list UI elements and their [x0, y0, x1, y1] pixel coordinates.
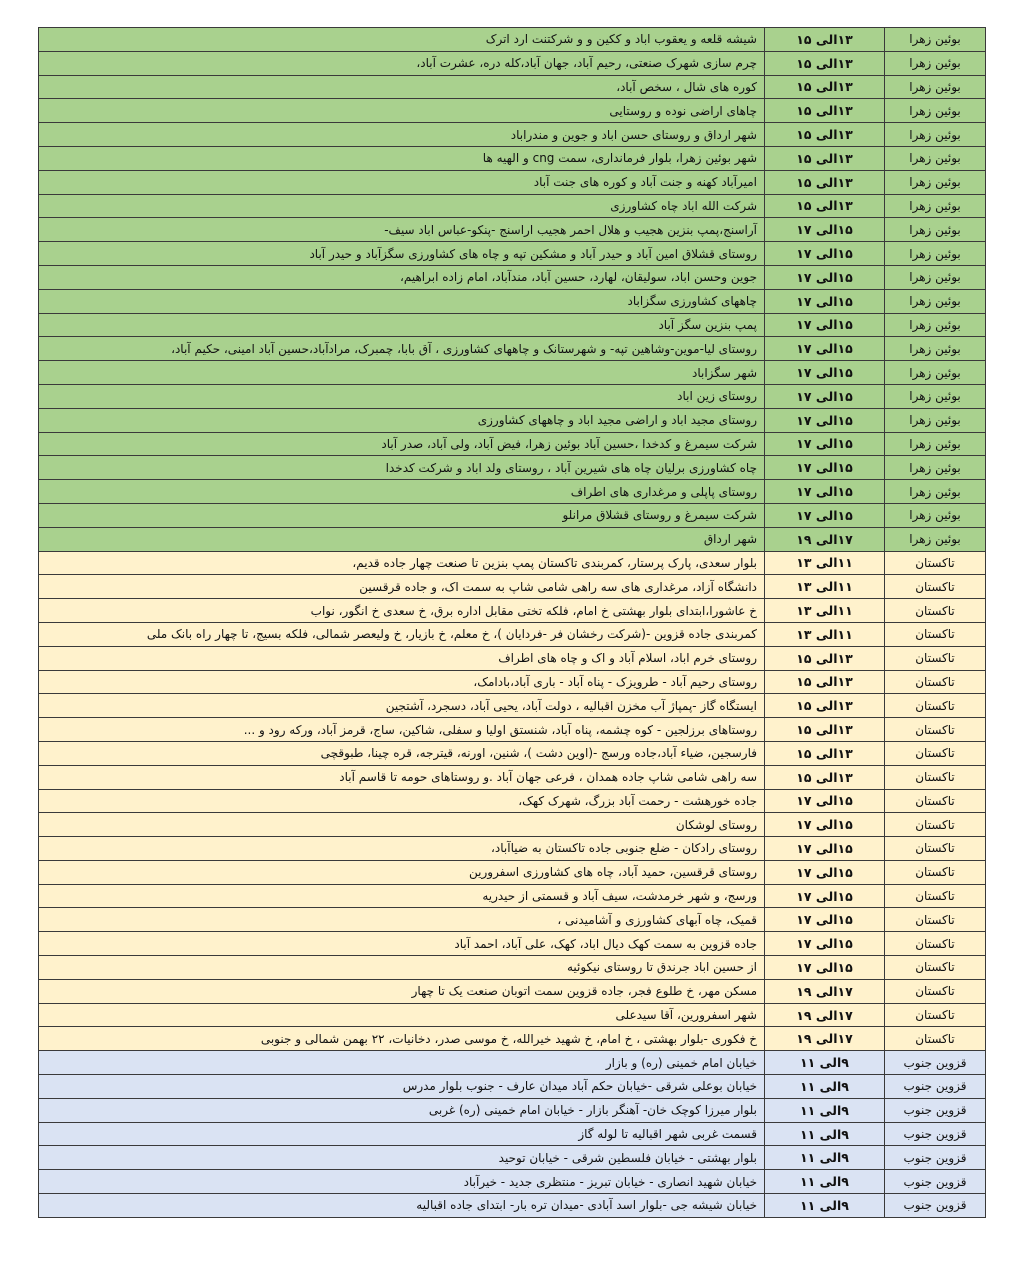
table-row — [39, 170, 986, 194]
table-row — [39, 813, 986, 837]
table-row — [39, 979, 986, 1003]
table-row — [39, 337, 986, 361]
city-cell: بوئین زهرا — [885, 337, 986, 361]
area-cell: دانشگاه آزاد، مرغداری های سه راهی شامی شاپ به سمت اک، و جاده قرقسین — [39, 575, 765, 599]
area-cell: خیابان امام خمینی (ره) و بازار — [39, 1051, 765, 1075]
area-cell: فارسجین، ضیاء آباد،جاده ورسج -(اوین دشت )، شنین، اورنه، قیترجه، قره چینا، طبوقچی — [39, 741, 765, 765]
city-cell: تاکستان — [885, 1003, 986, 1027]
table-row — [39, 1098, 986, 1122]
table-row — [39, 1122, 986, 1146]
area-cell: شهر ارداق و روستای حسن اباد و جوین و مندراباد — [39, 123, 765, 147]
city-cell: بوئین زهرا — [885, 146, 986, 170]
city-cell: قزوین جنوب — [885, 1194, 986, 1218]
time-cell: ۱۳الی ۱۵ — [765, 765, 885, 789]
table-row — [39, 1003, 986, 1027]
table-row — [39, 527, 986, 551]
time-cell: ۱۵الی ۱۷ — [765, 503, 885, 527]
table-row — [39, 884, 986, 908]
city-cell: تاکستان — [885, 599, 986, 623]
time-cell: ۱۳الی ۱۵ — [765, 646, 885, 670]
city-cell: تاکستان — [885, 551, 986, 575]
time-cell: ۱۳الی ۱۵ — [765, 51, 885, 75]
table-row — [39, 456, 986, 480]
outage-schedule-table — [38, 27, 986, 1218]
table-row — [39, 1194, 986, 1218]
table-row — [39, 408, 986, 432]
city-cell: بوئین زهرا — [885, 99, 986, 123]
area-cell: چاههای کشاورزی سگزاباد — [39, 289, 765, 313]
time-cell: ۱۷الی ۱۹ — [765, 527, 885, 551]
time-cell: ۱۵الی ۱۷ — [765, 313, 885, 337]
time-cell: ۱۵الی ۱۷ — [765, 408, 885, 432]
table-row — [39, 646, 986, 670]
area-cell: جاده خورهشت - رحمت آباد بزرگ، شهرک کهک، — [39, 789, 765, 813]
table-row — [39, 146, 986, 170]
area-cell: آراسنج،پمپ بنزین هجیب و هلال احمر هجیب اراسنج -پنکو-عباس اباد سیف- — [39, 218, 765, 242]
city-cell: بوئین زهرا — [885, 384, 986, 408]
table-row — [39, 908, 986, 932]
time-cell: ۱۳الی ۱۵ — [765, 718, 885, 742]
table-row — [39, 622, 986, 646]
time-cell: ۱۵الی ۱۷ — [765, 884, 885, 908]
area-cell: ایستگاه گاز -پمپاژ آب مخزن اقبالیه ، دولت آباد، یحیی آباد، دسجرد، آشتجین — [39, 694, 765, 718]
city-cell: تاکستان — [885, 622, 986, 646]
table-row — [39, 1075, 986, 1099]
city-cell: تاکستان — [885, 765, 986, 789]
area-cell: خیابان شیشه جی -بلوار اسد آبادی -میدان تره بار- ابتدای جاده اقبالیه — [39, 1194, 765, 1218]
time-cell: ۱۱الی ۱۳ — [765, 575, 885, 599]
area-cell: خ فکوری -بلوار بهشتی ، خ امام، خ شهید خیرالله، خ موسی صدر، دخانیات، ۲۲ بهمن شمالی و جنوبی — [39, 1027, 765, 1051]
table-row — [39, 265, 986, 289]
table-row — [39, 765, 986, 789]
area-cell: روستای قشلاق امین آباد و حیدر آباد و مشکین تپه و چاه های کشاورزی سگزآباد و حیدر آباد — [39, 242, 765, 266]
city-cell: بوئین زهرا — [885, 265, 986, 289]
time-cell: ۱۳الی ۱۵ — [765, 99, 885, 123]
area-cell: امیرآباد کهنه و جنت آباد و کوره های جنت آباد — [39, 170, 765, 194]
area-cell: روستای زین اباد — [39, 384, 765, 408]
area-cell: جوین وحسن اباد، سولیقان، لهارد، حسین آباد، مندآباد، امام زاده ابراهیم، — [39, 265, 765, 289]
table-row — [39, 1146, 986, 1170]
table-row — [39, 384, 986, 408]
time-cell: ۱۵الی ۱۷ — [765, 265, 885, 289]
area-cell: روستای لیا-موین-وشاهین تپه- و شهرستانک و چاههای کشاورزی ، آق بابا، چمبرک، مرادآباد،حسین آباد امینی، حکیم آباد، — [39, 337, 765, 361]
area-cell: روستای قرقسین، حمید آباد، چاه های کشاورزی اسفرورین — [39, 860, 765, 884]
city-cell: تاکستان — [885, 979, 986, 1003]
city-cell: قزوین جنوب — [885, 1098, 986, 1122]
city-cell: بوئین زهرا — [885, 75, 986, 99]
time-cell: ۱۵الی ۱۷ — [765, 242, 885, 266]
area-cell: قمیک، چاه آبهای کشاورزی و آشامیدنی ، — [39, 908, 765, 932]
time-cell: ۱۵الی ۱۷ — [765, 956, 885, 980]
area-cell: خیابان بوعلی شرقی -خیابان حکم آباد میدان عارف - جنوب بلوار مدرس — [39, 1075, 765, 1099]
city-cell: قزوین جنوب — [885, 1075, 986, 1099]
city-cell: بوئین زهرا — [885, 527, 986, 551]
city-cell: بوئین زهرا — [885, 456, 986, 480]
table-row — [39, 289, 986, 313]
table-row — [39, 789, 986, 813]
table-row — [39, 1051, 986, 1075]
city-cell: تاکستان — [885, 813, 986, 837]
area-cell: خیابان شهید انصاری - خیابان تبریز - منتظری جدید - خیرآباد — [39, 1170, 765, 1194]
area-cell: روستای پاپلی و مرغداری های اطراف — [39, 480, 765, 504]
city-cell: تاکستان — [885, 860, 986, 884]
time-cell: ۱۳الی ۱۵ — [765, 170, 885, 194]
area-cell: بلوار سعدی، پارک پرستار، کمربندی تاکستان پمپ بنزین تا صنعت چهار جاده قدیم، — [39, 551, 765, 575]
time-cell: ۱۳الی ۱۵ — [765, 75, 885, 99]
table-row — [39, 860, 986, 884]
city-cell: تاکستان — [885, 694, 986, 718]
time-cell: ۹الی ۱۱ — [765, 1122, 885, 1146]
city-cell: بوئین زهرا — [885, 432, 986, 456]
time-cell: ۱۱الی ۱۳ — [765, 551, 885, 575]
area-cell: جاده قزوین به سمت کهک دیال اباد، کهک، علی آباد، احمد آباد — [39, 932, 765, 956]
table-row — [39, 741, 986, 765]
time-cell: ۹الی ۱۱ — [765, 1170, 885, 1194]
time-cell: ۱۵الی ۱۷ — [765, 480, 885, 504]
area-cell: شیشه قلعه و یعقوب اباد و ککین و و شرکتنت ارد اترک — [39, 28, 765, 52]
city-cell: بوئین زهرا — [885, 503, 986, 527]
area-cell: خ عاشورا،ابتدای بلوار بهشتی خ امام، فلکه تختی مقابل اداره برق، خ سعدی خ انگور، نواب — [39, 599, 765, 623]
table-row — [39, 28, 986, 52]
area-cell: روستای مجید اباد و اراضی مجید اباد و چاههای کشاورزی — [39, 408, 765, 432]
time-cell: ۱۵الی ۱۷ — [765, 218, 885, 242]
area-cell: کمربندی جاده قزوین -(شرکت رخشان فر -فردایان )، خ معلم، خ بازیار، خ ولیعصر شمالی، فلکه بسیج، تا چهار راه بانک ملی — [39, 622, 765, 646]
city-cell: تاکستان — [885, 932, 986, 956]
city-cell: بوئین زهرا — [885, 242, 986, 266]
table-row — [39, 218, 986, 242]
table-row — [39, 361, 986, 385]
area-cell: روستای رادکان - ضلع جنوبی جاده تاکستان به ضیاآباد، — [39, 837, 765, 861]
table-row — [39, 599, 986, 623]
time-cell: ۱۵الی ۱۷ — [765, 289, 885, 313]
time-cell: ۱۵الی ۱۷ — [765, 837, 885, 861]
city-cell: تاکستان — [885, 1027, 986, 1051]
time-cell: ۱۵الی ۱۷ — [765, 908, 885, 932]
time-cell: ۱۱الی ۱۳ — [765, 622, 885, 646]
area-cell: بلوار میرزا کوچک خان- آهنگر بازار - خیابان امام خمینی (ره) غربی — [39, 1098, 765, 1122]
area-cell: شهر سگزاباد — [39, 361, 765, 385]
time-cell: ۱۳الی ۱۵ — [765, 694, 885, 718]
table-row — [39, 551, 986, 575]
city-cell: بوئین زهرا — [885, 313, 986, 337]
area-cell: شرکت الله اباد چاه کشاورزی — [39, 194, 765, 218]
area-cell: چرم سازی شهرک صنعتی، رحیم آباد، جهان آباد،کله دره، عشرت آباد، — [39, 51, 765, 75]
city-cell: بوئین زهرا — [885, 289, 986, 313]
area-cell: شرکت سیمرغ و کدخدا ،حسین آباد بوئین زهرا، فیض آباد، ولی آباد، صدر آباد — [39, 432, 765, 456]
table-row — [39, 670, 986, 694]
area-cell: روستای لوشکان — [39, 813, 765, 837]
city-cell: تاکستان — [885, 789, 986, 813]
table-row — [39, 194, 986, 218]
time-cell: ۱۵الی ۱۷ — [765, 384, 885, 408]
city-cell: بوئین زهرا — [885, 123, 986, 147]
area-cell: پمپ بنزین سگز آباد — [39, 313, 765, 337]
city-cell: تاکستان — [885, 575, 986, 599]
area-cell: از حسین اباد جرندق تا روستای نیکوئیه — [39, 956, 765, 980]
table-row — [39, 313, 986, 337]
time-cell: ۹الی ۱۱ — [765, 1146, 885, 1170]
area-cell: چاهای اراضی نوده و روستایی — [39, 99, 765, 123]
city-cell: بوئین زهرا — [885, 480, 986, 504]
city-cell: بوئین زهرا — [885, 170, 986, 194]
city-cell: تاکستان — [885, 741, 986, 765]
city-cell: تاکستان — [885, 956, 986, 980]
time-cell: ۱۵الی ۱۷ — [765, 456, 885, 480]
time-cell: ۱۳الی ۱۵ — [765, 123, 885, 147]
table-row — [39, 75, 986, 99]
area-cell: شهر ارداق — [39, 527, 765, 551]
city-cell: بوئین زهرا — [885, 218, 986, 242]
table-row — [39, 575, 986, 599]
area-cell: قسمت غربی شهر اقبالیه تا لوله گاز — [39, 1122, 765, 1146]
area-cell: چاه کشاورزی برلیان چاه های شیرین آباد ، روستای ولد اباد و شرکت کدخدا — [39, 456, 765, 480]
table-row — [39, 99, 986, 123]
table-row — [39, 242, 986, 266]
city-cell: بوئین زهرا — [885, 194, 986, 218]
area-cell: شهر اسفرورین، آقا سیدعلی — [39, 1003, 765, 1027]
city-cell: تاکستان — [885, 837, 986, 861]
time-cell: ۱۳الی ۱۵ — [765, 28, 885, 52]
table-row — [39, 694, 986, 718]
city-cell: تاکستان — [885, 670, 986, 694]
time-cell: ۱۵الی ۱۷ — [765, 337, 885, 361]
area-cell: کوره های شال ، سخص آباد، — [39, 75, 765, 99]
time-cell: ۹الی ۱۱ — [765, 1194, 885, 1218]
city-cell: بوئین زهرا — [885, 361, 986, 385]
time-cell: ۱۵الی ۱۷ — [765, 432, 885, 456]
table-row — [39, 503, 986, 527]
time-cell: ۱۳الی ۱۵ — [765, 670, 885, 694]
city-cell: بوئین زهرا — [885, 28, 986, 52]
time-cell: ۹الی ۱۱ — [765, 1051, 885, 1075]
table-row — [39, 480, 986, 504]
table-row — [39, 932, 986, 956]
time-cell: ۱۵الی ۱۷ — [765, 813, 885, 837]
city-cell: قزوین جنوب — [885, 1122, 986, 1146]
table-row — [39, 1170, 986, 1194]
schedule-rows — [39, 28, 986, 1218]
area-cell: بلوار بهشتی - خیابان فلسطین شرقی - خیابان توحید — [39, 1146, 765, 1170]
area-cell: شهر بوئین زهرا، بلوار فرمانداری، سمت cng و الهیه ها — [39, 146, 765, 170]
time-cell: ۱۷الی ۱۹ — [765, 979, 885, 1003]
table-row — [39, 718, 986, 742]
table-row — [39, 432, 986, 456]
city-cell: قزوین جنوب — [885, 1051, 986, 1075]
time-cell: ۱۵الی ۱۷ — [765, 789, 885, 813]
table-row — [39, 1027, 986, 1051]
time-cell: ۱۳الی ۱۵ — [765, 741, 885, 765]
time-cell: ۹الی ۱۱ — [765, 1098, 885, 1122]
time-cell: ۱۷الی ۱۹ — [765, 1027, 885, 1051]
city-cell: تاکستان — [885, 908, 986, 932]
table-row — [39, 956, 986, 980]
time-cell: ۱۱الی ۱۳ — [765, 599, 885, 623]
table-row — [39, 123, 986, 147]
time-cell: ۱۵الی ۱۷ — [765, 932, 885, 956]
time-cell: ۱۵الی ۱۷ — [765, 860, 885, 884]
city-cell: قزوین جنوب — [885, 1170, 986, 1194]
area-cell: مسکن مهر، خ طلوع فجر، جاده قزوین سمت اتوبان صنعت یک تا چهار — [39, 979, 765, 1003]
city-cell: تاکستان — [885, 646, 986, 670]
time-cell: ۱۵الی ۱۷ — [765, 361, 885, 385]
area-cell: ورسج، و شهر خرمدشت، سیف آباد و قسمتی از حیدریه — [39, 884, 765, 908]
time-cell: ۱۳الی ۱۵ — [765, 194, 885, 218]
city-cell: قزوین جنوب — [885, 1146, 986, 1170]
area-cell: روستای خرم اباد، اسلام آباد و اک و چاه های اطراف — [39, 646, 765, 670]
time-cell: ۱۷الی ۱۹ — [765, 1003, 885, 1027]
area-cell: شرکت سیمرغ و روستای قشلاق مرانلو — [39, 503, 765, 527]
table-row — [39, 51, 986, 75]
area-cell: سه راهی شامی شاپ جاده همدان ، فرعی جهان آباد .و روستاهای حومه تا قاسم آباد — [39, 765, 765, 789]
time-cell: ۱۳الی ۱۵ — [765, 146, 885, 170]
city-cell: تاکستان — [885, 884, 986, 908]
area-cell: روستاهای برزلجین - کوه چشمه، پناه آباد، شنستق اولیا و سفلی، شاکین، ساج، قرمز آباد، ورکه رود و ... — [39, 718, 765, 742]
city-cell: بوئین زهرا — [885, 408, 986, 432]
area-cell: روستای رحیم آباد - طرویزک - پناه آباد - باری آباد،بادامک، — [39, 670, 765, 694]
city-cell: تاکستان — [885, 718, 986, 742]
table-row — [39, 837, 986, 861]
city-cell: بوئین زهرا — [885, 51, 986, 75]
time-cell: ۹الی ۱۱ — [765, 1075, 885, 1099]
